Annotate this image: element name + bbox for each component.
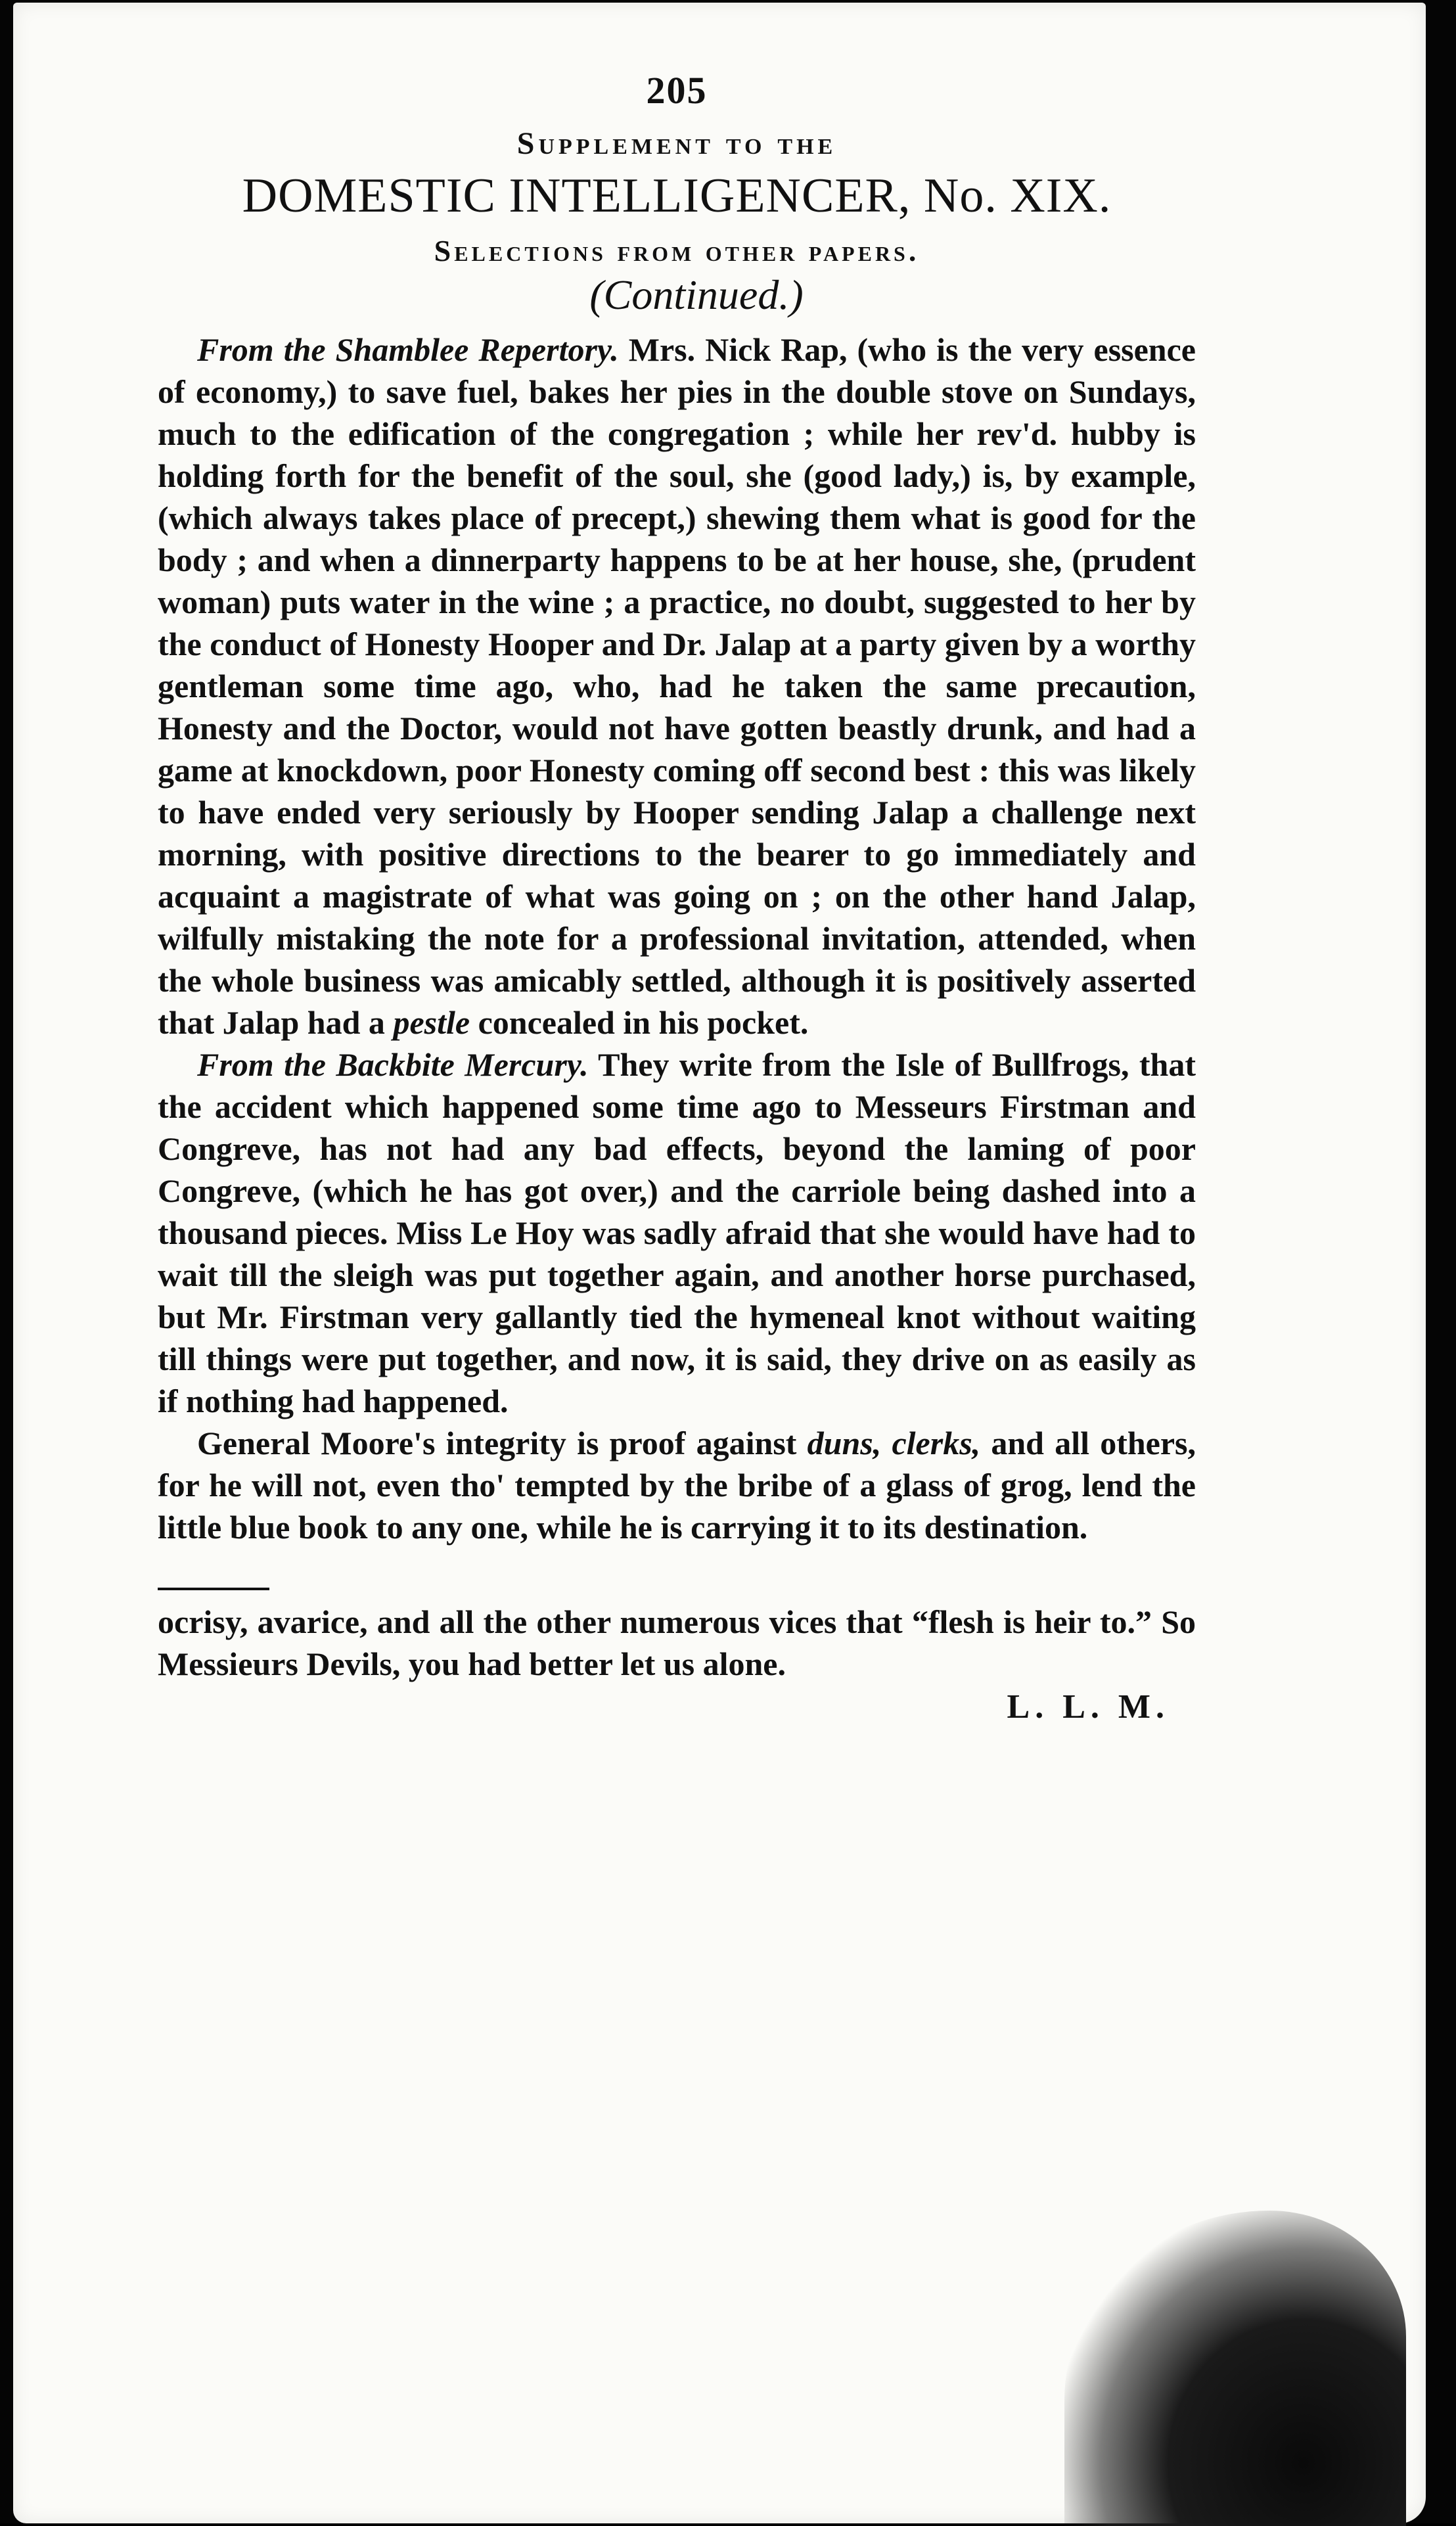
newspaper-page [13,3,1426,2523]
article-backbite-mercury [158,1044,1196,1422]
article-italic-word: pestle [393,1004,470,1041]
article-body: They write from the Isle of Bullfrogs, that the accident which happened some time ago to Messeurs Firstman and Congreve, has not had any bad effects, beyond the laming of poor Congreve, (which he has got over,) and the carriole being dashed into a thousand pieces. Miss Le Hoy was sadly afraid that she would have had to wait till the sleigh was put together again, and another horse purchased, but Mr. Firstman very gallantly tied the hymeneal knot without waiting till things were put together, and now, it is said, they drive on as easily as if nothing had happened. [158,1046,1196,1419]
page-number: 205 [646,69,708,112]
continued-label: (Continued.) [589,271,804,318]
article-source: From the Shamblee Repertory. [197,331,619,368]
article-italic-words: duns, clerks, [807,1425,981,1461]
page-text-block [158,68,1196,1726]
article-body: General Moore's integrity is proof against [197,1425,808,1461]
footnote-rule [158,1588,269,1590]
page-corner-shadow [1064,2211,1406,2526]
masthead-title: DOMESTIC INTELLIGENCER, No. XIX. [242,169,1112,223]
article-body-end: concealed in his pocket. [470,1004,809,1041]
footnote-signature: L. L. M. [1007,1688,1170,1726]
supplement-heading: Supplement to the [516,126,837,161]
article-shamblee-repertory [158,329,1196,1044]
article-body-end: and all others, for he will not, even tho' tempted by the bribe of a glass of grog, lend the little blue book to any one, while he is carrying it to its destination. [158,1425,1196,1546]
article-source: From the Backbite Mercury. [197,1046,589,1083]
article-body: Mrs. Nick Rap, (who is the very essence of economy,) to save fuel, bakes her pies in the double stove on Sundays, much to the edification of the congregation ; while her rev'd. hubby is holding forth for the benefit of the soul, she (good lady,) is, by example, (which always takes place of precept,) shewing them what is good for the body ; and when a dinnerparty happens to be at her house, she, (prudent woman) puts water in the wine ; a practice, no doubt, suggested to her by the conduct of Honesty Hooper and Dr. Jalap at a party given by a worthy gentleman some time ago, who, had he taken the same precaution, Honesty and the Doctor, would not have gotten beastly drunk, and had a game at knockdown, poor Honesty coming off second best : this was likely to have ended very seriously by Hooper sending Jalap a challenge next morning, with positive directions to the bearer to go immediately and acquaint a magistrate of what was going on ; on the other hand Jalap, wilfully mistaking the note for a professional invitation, attended, when the whole business was amicably settled, although it is positively asserted that Jalap had a [158,331,1196,1041]
footnote-text: ocrisy, avarice, and all the other numerous vices that “flesh is heir to.” So Messieurs Devils, you had better let us alone. [158,1603,1196,1682]
selections-heading: Selections from other papers. [434,234,920,267]
article-general-moore [158,1422,1196,1548]
